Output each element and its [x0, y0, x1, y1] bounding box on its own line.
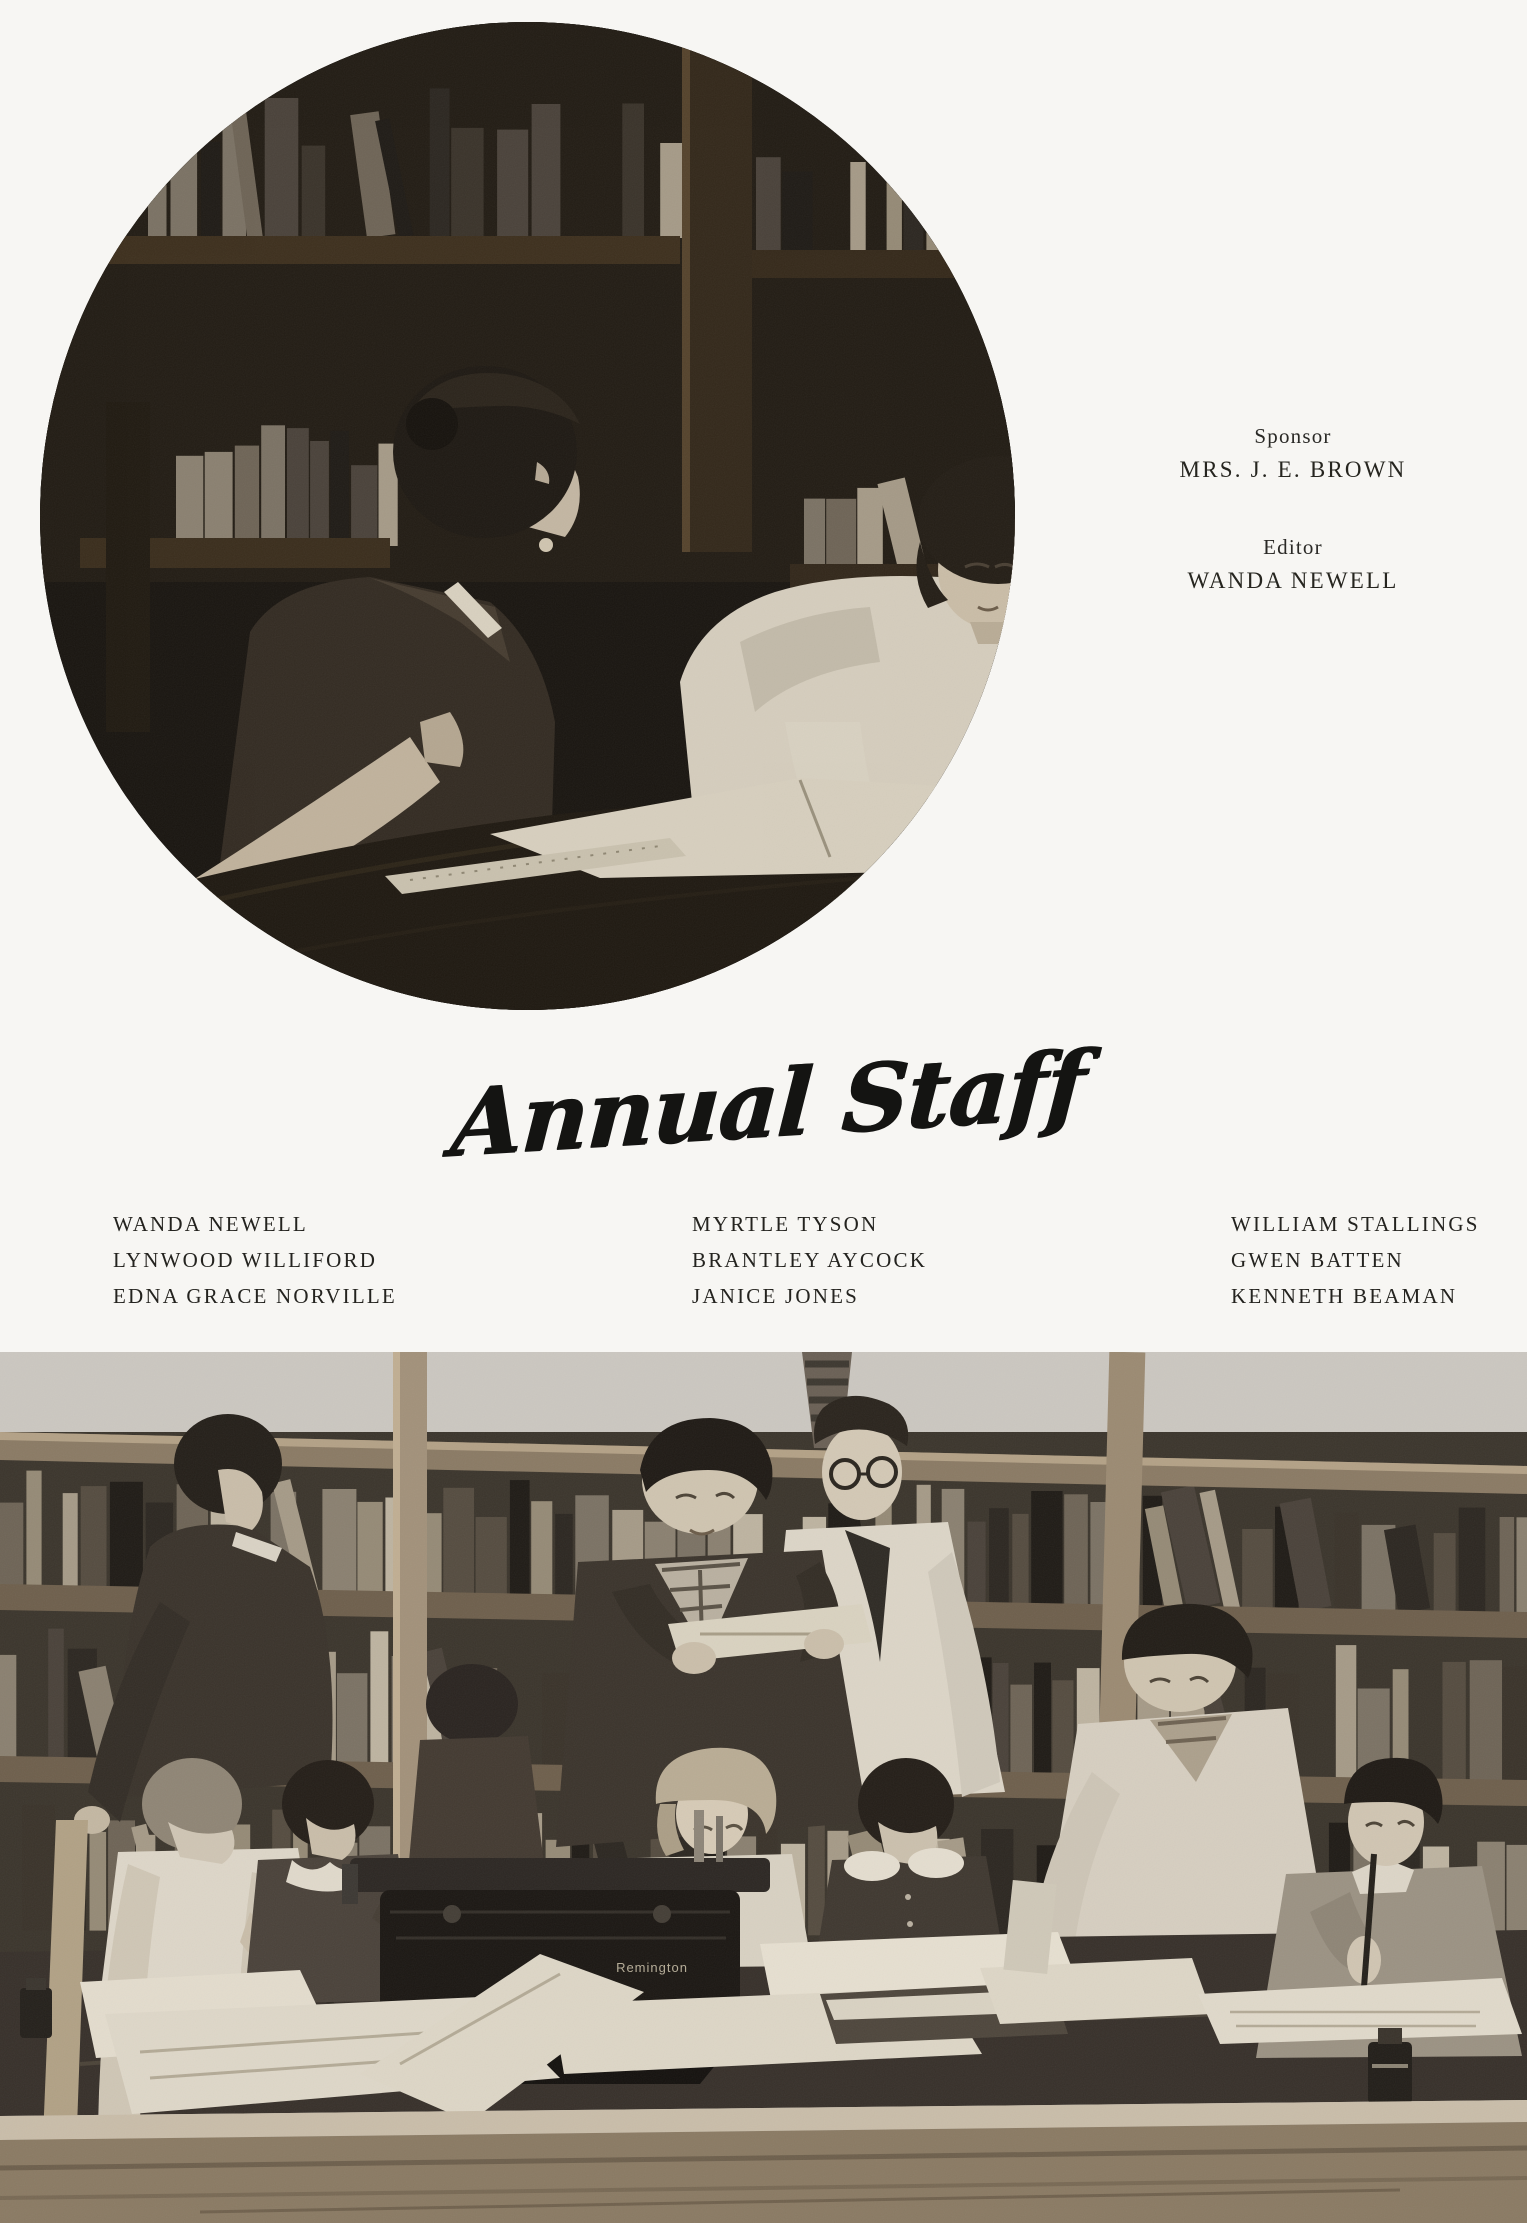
staff-name: GWEN BATTEN [1231, 1248, 1404, 1272]
staff-name: EDNA GRACE NORVILLE [113, 1284, 397, 1308]
staff-name: MYRTLE TYSON [692, 1212, 879, 1236]
staff-name: BRANTLEY AYCOCK [692, 1248, 928, 1272]
top-photo [40, 22, 1015, 1010]
staff-name: JANICE JONES [692, 1284, 859, 1308]
typewriter-brand-label: Remington [616, 1960, 688, 1975]
editor-label: Editor [1263, 535, 1323, 559]
sponsor-label: Sponsor [1254, 424, 1332, 448]
bottom-photo-scene [0, 1352, 1527, 2223]
staff-name: KENNETH BEAMAN [1231, 1284, 1458, 1308]
staff-name: WILLIAM STALLINGS [1231, 1212, 1480, 1236]
bottom-photo [0, 1352, 1527, 2223]
staff-name: WANDA NEWELL [113, 1212, 308, 1236]
page-title: Annual Staff [447, 1030, 1088, 1178]
film-grain-overlay [40, 22, 1015, 1010]
top-photo-scene [40, 22, 1015, 1010]
staff-column-1 [113, 1206, 397, 1314]
staff-name: LYNWOOD WILLIFORD [113, 1248, 378, 1272]
staff-column-2 [692, 1206, 927, 1314]
sponsor-name: MRS. J. E. BROWN [1179, 457, 1407, 482]
staff-column-3 [1231, 1206, 1480, 1314]
editor-name: WANDA NEWELL [1187, 568, 1399, 593]
film-grain-overlay [0, 1352, 1527, 2223]
